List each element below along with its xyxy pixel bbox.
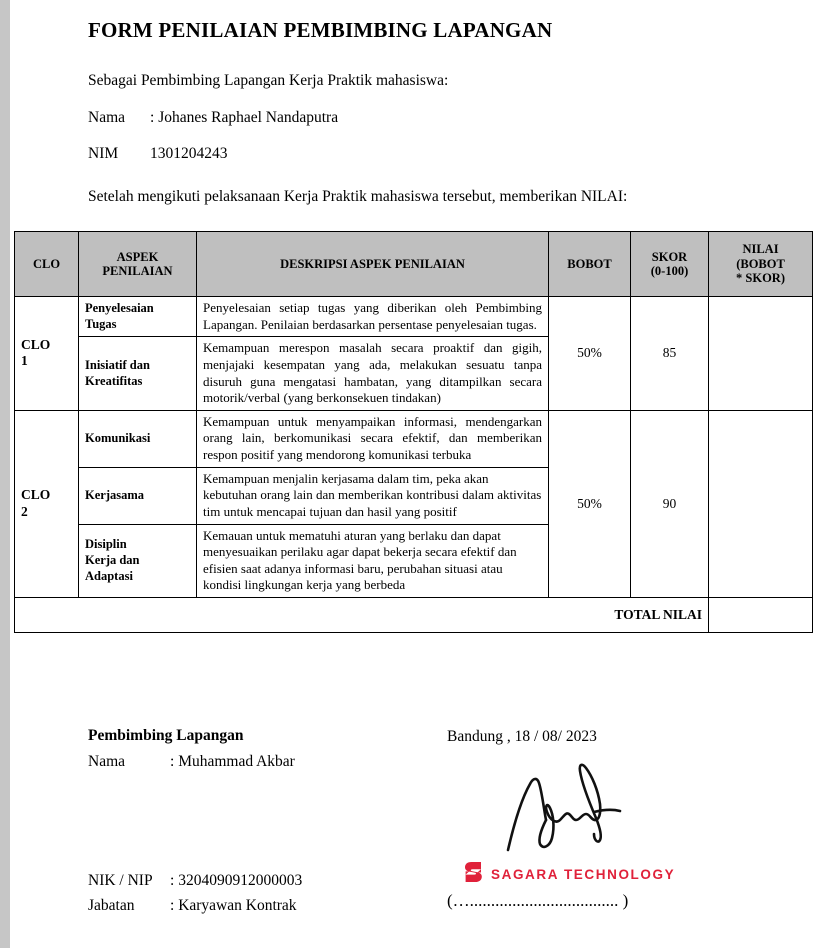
- total-nilai-value: [709, 598, 813, 633]
- header-aspek: [79, 232, 197, 297]
- clo-line2: 1: [21, 353, 28, 369]
- assessment-table: [14, 231, 813, 633]
- description-cell: Penyelesaian setiap tugas yang diberikan oleh Pembimbing Lapangan. Penilaian berdasarkan persentase penyelesaian tugas.: [197, 297, 549, 337]
- aspect-line1: Penyelesaian: [85, 301, 154, 315]
- header-deskripsi: DESKRIPSI ASPEK PENILAIAN: [197, 232, 549, 297]
- clo-line2: 2: [21, 503, 28, 519]
- student-nim-label: NIM: [88, 145, 119, 162]
- aspect-line2: Kreatifitas: [85, 373, 143, 388]
- signature-name-line: (…................................... ): [447, 891, 629, 910]
- aspect-line2: Kerja dan: [85, 552, 140, 567]
- aspect-line1: Komunikasi: [85, 430, 151, 445]
- description-cell: Kemampuan untuk menyampaikan informasi, mendengarkan orang lain, berkomunikasi secara efektif, dan memberikan respon positif yang mendorong komunikasi terbuka: [197, 410, 549, 467]
- aspect-cell: [79, 337, 197, 411]
- nilai-cell: [709, 410, 813, 597]
- signature-block: [447, 728, 807, 910]
- skor-cell: 85: [631, 297, 709, 411]
- supervisor-position-label: Jabatan: [88, 896, 135, 914]
- supervisor-id-block: [88, 873, 302, 922]
- student-name-value: Johanes Raphael Nandaputra: [158, 108, 339, 126]
- clo-label-cell-2: [15, 410, 79, 597]
- aspect-cell: [79, 524, 197, 598]
- bobot-cell: 50%: [549, 297, 631, 411]
- supervisor-nik-label: NIK / NIP: [88, 872, 153, 889]
- sagara-logo: [465, 861, 675, 888]
- table-row: [15, 297, 813, 337]
- supervisor-nik-value: 3204090912000003: [178, 872, 303, 889]
- header-nilai-line1: NILAI: [742, 242, 779, 257]
- header-clo: CLO: [15, 232, 79, 297]
- supervisor-name-label: Nama: [88, 752, 126, 770]
- clo-label-cell-1: [15, 297, 79, 411]
- aspect-line3: Adaptasi: [85, 568, 133, 583]
- aspect-cell: [79, 410, 197, 467]
- supervisor-title: Pembimbing Lapangan: [88, 727, 244, 744]
- table-header-row: [15, 232, 813, 297]
- header-skor-line2: (0-100): [650, 264, 689, 278]
- student-name-row: [88, 110, 828, 126]
- bobot-cell: 50%: [549, 410, 631, 597]
- document-content: [0, 0, 828, 216]
- place-date: Bandung , 18 / 08/ 2023: [447, 728, 597, 745]
- supervisor-position-value: Karyawan Kontrak: [178, 896, 297, 914]
- aspect-cell: [79, 297, 197, 337]
- total-row: [15, 598, 813, 633]
- supervisor-name-row: [88, 754, 295, 770]
- aspect-line1: Inisiatif dan: [85, 357, 150, 372]
- header-nilai-line3: * SKOR): [736, 271, 785, 286]
- table-row: [15, 410, 813, 467]
- student-name-label: Nama: [88, 108, 126, 126]
- supervisor-position-separator: :: [170, 896, 179, 914]
- header-skor: [631, 232, 709, 297]
- supervisor-position-row: [88, 898, 302, 914]
- supervisor-name-value: Muhammad Akbar: [178, 752, 295, 770]
- student-nim-row: [88, 146, 828, 162]
- description-cell: Kemauan untuk mematuhi aturan yang berlaku dan dapat menyesuaikan perilaku agar dapat bekerja secara efektif dan efisien saat adanya informasi baru, perubahan situasi atau kondisi lingkungan kerja yang berbeda: [197, 524, 549, 598]
- pre-table-instruction: Setelah mengikuti pelaksanaan Kerja Praktik mahasiswa tersebut, memberikan NILAI:: [88, 187, 628, 205]
- nilai-cell: [709, 297, 813, 411]
- supervisor-name-separator: :: [170, 752, 179, 770]
- aspect-line2: Tugas: [85, 316, 117, 331]
- header-skor-line1: SKOR: [651, 249, 688, 264]
- signature-footer: [0, 728, 828, 948]
- handwritten-signature-icon: [502, 754, 652, 854]
- aspect-cell: [79, 467, 197, 524]
- student-name-separator: :: [150, 108, 159, 126]
- supervisor-nik-row: [88, 873, 302, 889]
- skor-cell: 90: [631, 410, 709, 597]
- sagara-logo-text: SAGARA TECHNOLOGY: [491, 867, 676, 882]
- header-bobot: BOBOT: [549, 232, 631, 297]
- description-cell: Kemampuan menjalin kerjasama dalam tim, peka akan kebutuhan orang lain dan memberikan kontribusi dalam aktivitas tim untuk mencapai tujuan dan hasil yang positif: [197, 467, 549, 524]
- total-nilai-label: TOTAL NILAI: [15, 598, 709, 633]
- supervisor-nik-separator: :: [170, 872, 179, 889]
- clo-line1: CLO: [21, 336, 51, 352]
- page-title: FORM PENILAIAN PEMBIMBING LAPANGAN: [88, 18, 553, 42]
- intro-line: Sebagai Pembimbing Lapangan Kerja Praktik mahasiswa:: [88, 72, 449, 89]
- header-nilai-line2: (BOBOT: [736, 256, 785, 271]
- student-nim-value: 1301204243: [150, 145, 228, 162]
- header-nilai: [709, 232, 813, 297]
- clo-line1: CLO: [21, 487, 51, 502]
- header-aspek-line1: ASPEK: [116, 249, 159, 264]
- description-cell: Kemampuan merespon masalah secara proaktif dan gigih, menjajaki kesempatan yang ada, melakukan sesuatu tanpa disuruh guna mengatasi hambatan, yang ditampilkan secara motorik/verbal (yang berkonsekuen tindakan): [197, 337, 549, 411]
- aspect-line1: Kerjasama: [85, 487, 145, 502]
- supervisor-block: [88, 728, 295, 778]
- sagara-s-mark-icon: [465, 861, 482, 888]
- student-info-block: [88, 73, 828, 162]
- aspect-line1: Disiplin: [85, 537, 127, 552]
- header-aspek-line2: PENILAIAN: [102, 264, 173, 278]
